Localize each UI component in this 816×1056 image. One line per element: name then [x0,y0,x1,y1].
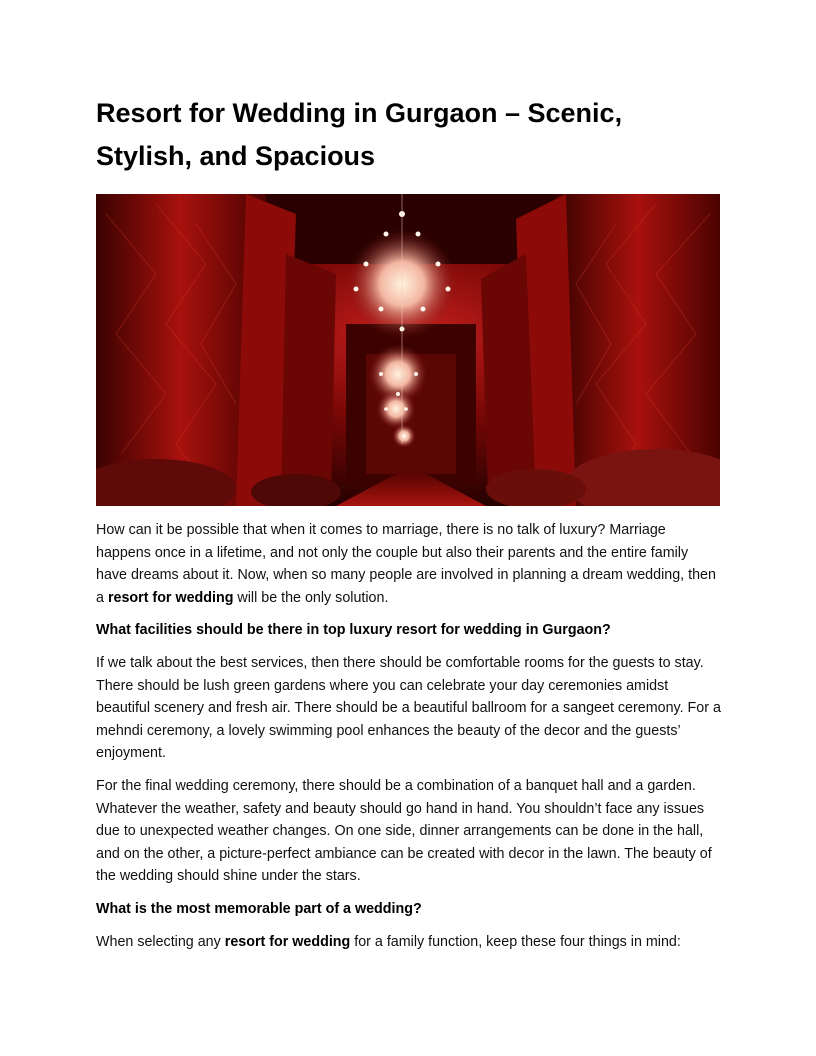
intro-keyword: resort for wedding [107,589,234,606]
hero-image [96,194,720,506]
intro-paragraph [96,519,722,609]
selection-paragraph [96,931,722,954]
article-title: Resort for Wedding in Gurgaon – Scenic, Stylish, and Spacious [96,98,623,171]
selection-text-before: When selecting any [96,933,225,950]
intro-text-before: How can it be possible that when it comes to marriage, there is no talk of luxury? Marriage happens once in a lifetime, and not only the couple but also their parents and the entire family have dreams about it. Now, when so many people are involved in planning a dream wedding, then a [96,522,716,606]
selection-keyword: resort for wedding [224,933,351,950]
memorable-heading: What is the most memorable part of a wedding? [96,900,422,917]
facilities-paragraph: If we talk about the best services, then there should be comfortable rooms for the guests to stay. There should be lush green gardens where you can celebrate your day ceremonies amidst beautiful scenery and fresh air. There should be a beautiful ballroom for a sangeet ceremony. For a mehndi ceremony, a lovely swimming pool enhances the beauty of the decor and the guests’ enjoyment. [96,654,721,762]
facilities-heading: What facilities should be there in top luxury resort for wedding in Gurgaon? [96,622,611,639]
intro-text-after: will be the only solution. [233,589,389,606]
selection-text-after: for a family function, keep these four things in mind: [350,933,681,950]
document-page [96,92,722,963]
ceremony-paragraph: For the final wedding ceremony, there should be a combination of a banquet hall and a garden. Whatever the weather, safety and beauty should go hand in hand. You shouldn’t face any issues due to unexpected weather changes. On one side, dinner arrangements can be done in the hall, and on the other, a picture-perfect ambiance can be created with decor in the lawn. The beauty of the wedding should shine under the stars. [96,777,712,885]
